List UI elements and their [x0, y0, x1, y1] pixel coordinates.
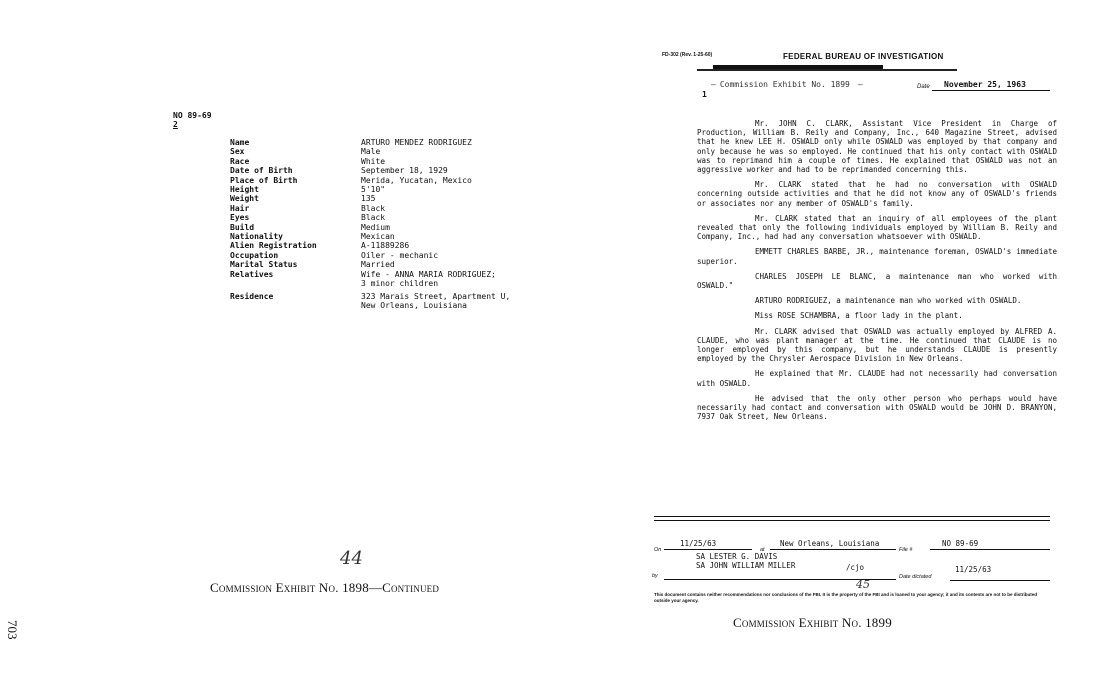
- field-label: Eyes: [230, 213, 250, 223]
- left-page-index: 2: [173, 120, 178, 129]
- location: New Orleans, Louisiana: [780, 539, 880, 548]
- field-row: [230, 204, 510, 213]
- field-value: Black: [361, 213, 386, 223]
- field-value: ARTURO MENDEZ RODRIGUEZ: [361, 138, 472, 147]
- at-label: at: [760, 547, 765, 553]
- footer-rule-2: [654, 520, 1050, 521]
- field-value: Black: [361, 203, 386, 213]
- form-code: FD-302 (Rev. 1-25-60): [662, 52, 713, 58]
- field-label: Relatives: [230, 269, 274, 279]
- typist-initials: /cjo: [846, 563, 865, 572]
- report-paragraph: EMMETT CHARLES BARBE, JR., maintenance foreman, OSWALD's immediate superior.: [697, 247, 1057, 266]
- field-value: Oiler - mechanic: [361, 250, 439, 260]
- footer-file-number: NO 89-69: [942, 539, 979, 548]
- left-file-header: [173, 111, 212, 129]
- report-paragraph: Miss ROSE SCHAMBRA, a floor lady in the plant.: [755, 311, 963, 321]
- report-paragraph: Mr. CLARK stated that an inquiry of all employees of the plant revealed that only the following individuals employed by William B. Reily and Company, Inc., had had any conversation whatsoever with OSWALD.: [697, 213, 1057, 242]
- field-value: White: [361, 156, 386, 166]
- agents: SA LESTER G. DAVIS SA JOHN WILLIAM MILLER: [696, 552, 796, 570]
- field-value: 323 Marais Street, Apartment U, New Orleans, Louisiana: [361, 291, 511, 310]
- on-underline: [664, 549, 752, 550]
- left-exhibit-caption: Commission Exhibit No. 1898—Continued: [210, 580, 440, 595]
- field-label: Build: [230, 222, 255, 232]
- footer-rule: [654, 516, 1050, 517]
- field-label: Alien Registration: [230, 241, 317, 251]
- field-label: Nationality: [230, 232, 283, 242]
- left-file-number: NO 89-69: [173, 111, 212, 120]
- field-label: Hair: [230, 203, 250, 213]
- report-paragraph: Mr. CLARK stated that he had no conversation with OSWALD concerning outside activities and that he did not know any of OSWALD's friends or associates nor any member of OSWALD's family.: [697, 180, 1057, 208]
- field-value: 5'10": [361, 185, 386, 195]
- left-handwritten-number: 44: [340, 548, 363, 569]
- report-paragraph: He explained that Mr. CLAUDE had not necessarily had conversation with OSWALD.: [697, 369, 1057, 388]
- field-label: Sex: [230, 147, 245, 157]
- page-number: 703: [5, 620, 20, 640]
- right-exhibit-caption: Commission Exhibit No. 1899: [733, 615, 892, 630]
- file-underline: [930, 549, 1050, 550]
- field-value: Mexican: [361, 232, 395, 242]
- field-value: 135: [361, 194, 376, 204]
- location-underline: [770, 549, 896, 550]
- date-label: Date: [917, 84, 930, 90]
- right-handwritten-number: 45: [856, 578, 870, 591]
- on-label: On: [654, 547, 662, 553]
- field-label: Residence: [230, 291, 274, 301]
- field-value: Male: [361, 147, 381, 157]
- report-body: [697, 119, 1057, 427]
- report-paragraph: CHARLES JOSEPH LE BLANC, a maintenance man who worked with OSWALD.": [697, 271, 1057, 291]
- date-dictated-underline: [950, 580, 1050, 581]
- field-row: [230, 251, 510, 260]
- commission-stamp: — Commission Exhibit No. 1899 —: [711, 80, 863, 89]
- field-row: [230, 270, 510, 289]
- field-row: [230, 138, 510, 147]
- report-date: November 25, 1963: [944, 80, 1026, 89]
- field-row: [230, 185, 510, 194]
- personal-data-fields: [230, 138, 510, 310]
- field-label: Race: [230, 156, 250, 166]
- report-paragraph: Mr. CLARK advised that OSWALD was actually employed by ALFRED A. CLAUDE, who was plant manager at the time. He continued that CLAUDE is no longer employed by this company, but he understands CLAUDE is presently employed by the Chrysler Aerospace Division in New Orleans.: [697, 326, 1057, 364]
- field-row: [230, 157, 510, 166]
- field-label: Height: [230, 185, 259, 195]
- field-label: Weight: [230, 194, 259, 204]
- field-value: September 18, 1929: [361, 166, 448, 176]
- field-value: Wife - ANNA MARIA RODRIGUEZ; 3 minor children: [361, 269, 496, 289]
- disclaimer: This document contains neither recommendations nor conclusions of the FBI. It is the property of the FBI and is loaned to your agency; it and its contents are not to be distributed outside your agency.: [654, 592, 1038, 603]
- field-row: [230, 147, 510, 156]
- field-row: [230, 223, 510, 232]
- file-label: File #: [899, 547, 913, 553]
- report-paragraph: He advised that the only other person who perhaps would have necessarily had contact and conversation with OSWALD would be JOHN D. BRANYON, 7937 Oak Street, New Orleans.: [697, 393, 1057, 422]
- on-date: 11/25/63: [680, 539, 717, 548]
- right-page-index: 1: [702, 90, 707, 99]
- commission-stamp-text: Commission Exhibit No. 1899: [719, 80, 850, 89]
- field-value: Merida, Yucatan, Mexico: [361, 175, 472, 185]
- date-underline: [932, 90, 1050, 91]
- field-label: Name: [230, 138, 250, 147]
- header-rule: [697, 69, 957, 71]
- field-row: [230, 292, 510, 311]
- field-row: [230, 166, 510, 175]
- field-row: [230, 241, 510, 250]
- report-paragraph: Mr. JOHN C. CLARK, Assistant Vice President in Charge of Production, William B. Reily and Company, Inc., 640 Magazine Street, advised that he knew LEE H. OSWALD only while OSWALD was employed by that company and only because he was so employed. He continued that his only contact with OSWALD was to reprimand him a couple of times. He explained that OSWALD was not an aggressive worker and had to be reprimanded concerning this.: [697, 119, 1057, 175]
- report-paragraph: ARTURO RODRIGUEZ, a maintenance man who worked with OSWALD.: [755, 296, 1022, 306]
- field-row: [230, 194, 510, 203]
- field-value: Married: [361, 260, 395, 270]
- field-value: Medium: [361, 222, 390, 232]
- date-dictated-label: Date dictated: [899, 574, 932, 580]
- by-label: by: [652, 573, 658, 579]
- field-label: Marital Status: [230, 260, 298, 270]
- date-dictated: 11/25/63: [955, 565, 992, 574]
- fbi-title: FEDERAL BUREAU OF INVESTIGATION: [783, 52, 944, 61]
- field-value: A-11889286: [361, 241, 410, 251]
- field-row: [230, 213, 510, 222]
- field-label: Occupation: [230, 250, 279, 260]
- field-label: Date of Birth: [230, 166, 293, 176]
- field-row: [230, 176, 510, 185]
- field-row: [230, 260, 510, 269]
- field-label: Place of Birth: [230, 175, 298, 185]
